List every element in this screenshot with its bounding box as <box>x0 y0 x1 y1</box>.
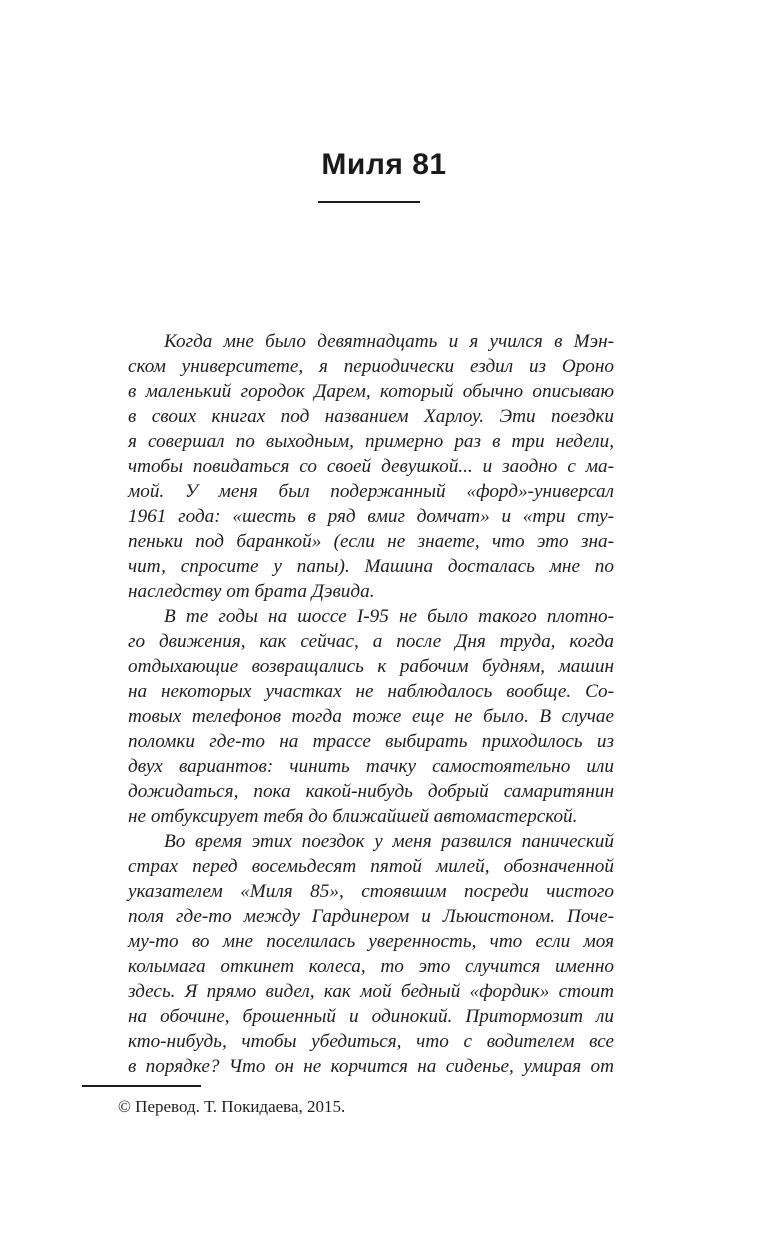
text-line: го движения, как сейчас, а после Дня труда, когда <box>128 631 614 652</box>
footnote-divider <box>82 1085 201 1087</box>
text-line: Когда мне было девятнадцать и я учился в Мэн- <box>164 331 614 352</box>
text-line: поломки где-то на трассе выбирать приходилось из <box>128 731 614 752</box>
text-line: не отбуксирует тебя до ближайшей автомастерской. <box>128 806 578 827</box>
text-line: на некоторых участках не наблюдалось вообще. Со- <box>128 681 614 702</box>
text-line: чит, спросите у папы). Машина досталась мне по <box>128 556 614 577</box>
body-text <box>128 329 614 1079</box>
text-line: Во время этих поездок у меня развился панический <box>164 831 614 852</box>
text-line: в порядке? Что он не корчится на сиденье, умирая от <box>128 1056 614 1077</box>
text-line: страх перед восемьдесят пятой милей, обозначенной <box>128 856 614 877</box>
text-line: в маленький городок Дарем, который обычно описываю <box>128 381 614 402</box>
text-line: товых телефонов тогда тоже еще не было. В случае <box>128 706 614 727</box>
text-line: я совершал по выходным, примерно раз в три недели, <box>128 431 614 452</box>
text-line: поля где-то между Гардинером и Льюистоном. Поче- <box>128 906 614 927</box>
title-underline-divider <box>318 201 420 203</box>
text-line: наследству от брата Дэвида. <box>128 581 375 602</box>
text-line: В те годы на шоссе I-95 не было такого плотно- <box>164 606 614 627</box>
text-line: колымага откинет колеса, то это случится именно <box>128 956 614 977</box>
text-line: на обочине, брошенный и одинокий. Притормозит ли <box>128 1006 614 1027</box>
text-line: отдыхающие возвращались к рабочим будням, машин <box>128 656 614 677</box>
text-line: 1961 года: «шесть в ряд вмиг домчат» и «три сту- <box>128 506 614 527</box>
chapter-title: Миля 81 <box>321 148 447 181</box>
text-line: му-то во мне поселилась уверенность, что если моя <box>128 931 614 952</box>
text-line: ском университете, я периодически ездил из Ороно <box>128 356 614 377</box>
text-line: чтобы повидаться со своей девушкой... и заодно с ма- <box>128 456 614 477</box>
text-line: здесь. Я прямо видел, как мой бедный «фордик» стоит <box>128 981 614 1002</box>
text-line: пеньки под баранкой» (если не знаете, что это зна- <box>128 531 614 552</box>
footnote-copyright: © Перевод. Т. Покидаева, 2015. <box>118 1097 346 1116</box>
text-line: кто-нибудь, чтобы убедиться, что с водителем все <box>128 1031 614 1052</box>
text-line: мой. У меня был подержанный «форд»-универсал <box>128 481 614 502</box>
text-line: указателем «Миля 85», стоявшим посреди чистого <box>128 881 614 902</box>
text-line: в своих книгах под названием Харлоу. Эти поездки <box>128 406 614 427</box>
text-line: дожидаться, пока какой-нибудь добрый самаритянин <box>128 781 614 802</box>
text-line: двух вариантов: чинить тачку самостоятельно или <box>128 756 614 777</box>
